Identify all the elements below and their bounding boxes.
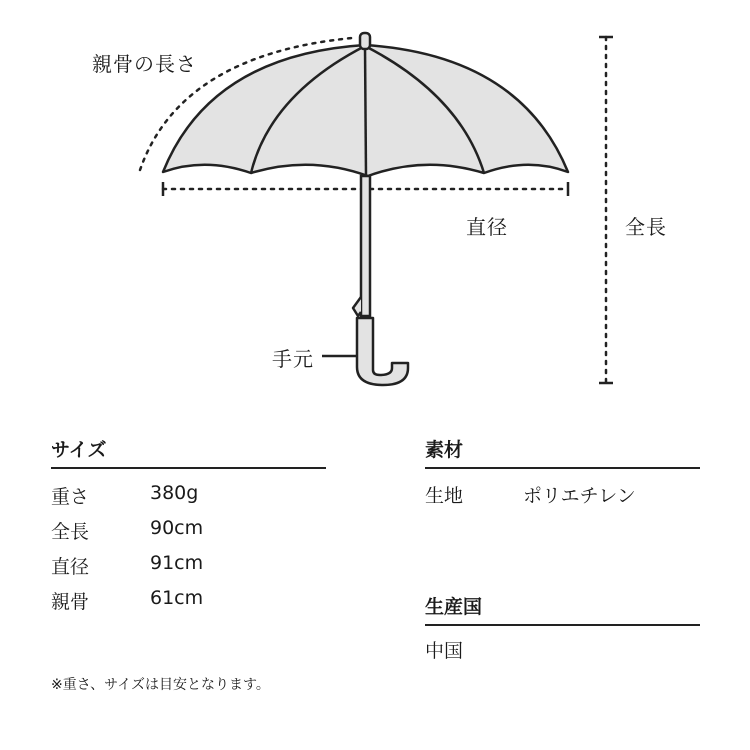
material-value-fabric: ポリエチレン (523, 485, 636, 507)
spec-key-weight: 重さ (51, 486, 90, 508)
spec-key-diameter: 直径 (51, 556, 90, 578)
total-length-label: 全長 (625, 215, 667, 239)
diameter-label: 直径 (466, 215, 508, 239)
spec-key-total-length: 全長 (51, 521, 90, 543)
rib-length-label: 親骨の長さ (92, 52, 197, 76)
umbrella-rib (365, 46, 366, 176)
size-heading: サイズ (51, 439, 107, 461)
umbrella-tip (360, 33, 370, 49)
spec-value-diameter: 91cm (150, 552, 204, 574)
spec-value-total-length: 90cm (150, 517, 204, 539)
origin-heading: 生産国 (425, 596, 483, 618)
spec-key-rib-length: 親骨 (51, 591, 90, 613)
material-divider (425, 467, 700, 469)
origin-value: 中国 (425, 640, 464, 662)
size-divider (51, 467, 326, 469)
material-heading: 素材 (425, 439, 464, 461)
origin-divider (425, 624, 700, 626)
umbrella-shaft (361, 176, 370, 316)
spec-value-weight: 380g (150, 482, 199, 504)
umbrella-strap (353, 297, 361, 316)
umbrella-handle (357, 318, 408, 385)
spec-value-rib-length: 61cm (150, 587, 204, 609)
handle-label: 手元 (272, 347, 314, 371)
material-key-fabric: 生地 (425, 485, 464, 507)
footnote: ※重さ、サイズは目安となります。 (51, 677, 270, 693)
